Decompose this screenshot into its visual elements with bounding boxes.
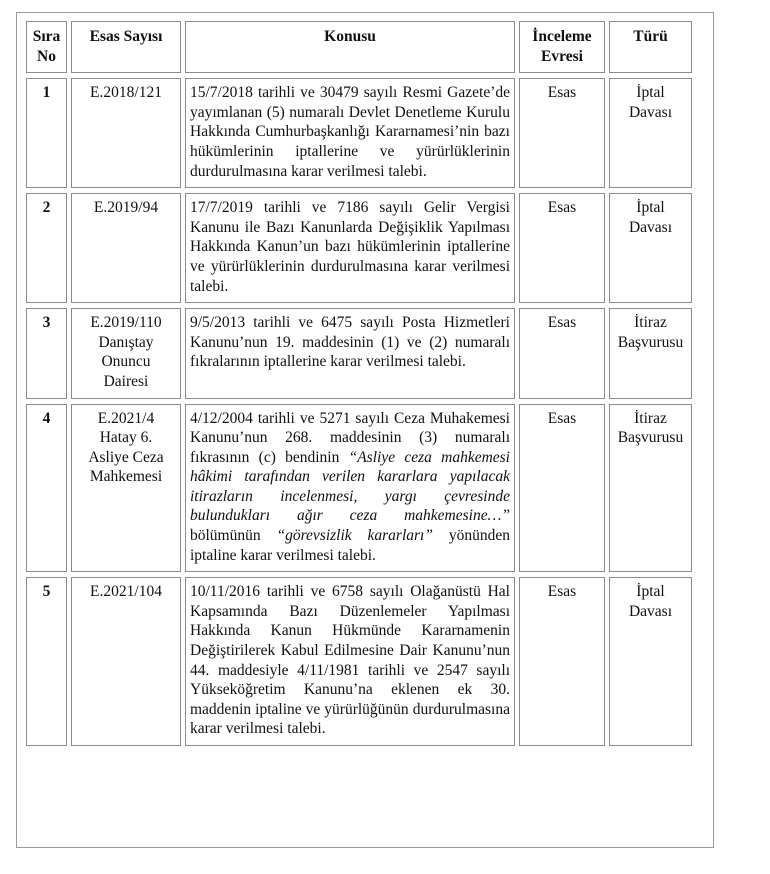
esas-line: Danıştay <box>98 333 154 351</box>
esas-line: E.2019/94 <box>93 199 159 217</box>
cell-inceleme-evresi: Esas <box>519 193 605 303</box>
esas-line: Onuncu <box>101 353 151 371</box>
header-sira-no: Sıra No <box>26 21 67 73</box>
cell-konusu <box>185 404 515 573</box>
header-inceleme-evresi: İnceleme Evresi <box>519 21 605 73</box>
table-row <box>26 404 692 573</box>
cell-konusu <box>185 193 515 303</box>
case-table <box>22 16 696 751</box>
cell-sira-no: 1 <box>26 78 67 188</box>
konu-quote: “görevsizlik kararları” <box>276 527 433 545</box>
esas-line: E.2021/104 <box>90 583 162 601</box>
cell-esas-sayisi <box>71 404 181 573</box>
esas-line: Dairesi <box>103 372 149 390</box>
table-row <box>26 308 692 398</box>
cell-sira-no: 3 <box>26 308 67 398</box>
tur-line: Davası <box>628 602 673 620</box>
table-row <box>26 193 692 303</box>
cell-inceleme-evresi: Esas <box>519 577 605 746</box>
cell-esas-sayisi <box>71 78 181 188</box>
esas-line: E.2021/4 <box>97 409 155 427</box>
cell-inceleme-evresi: Esas <box>519 308 605 398</box>
tur-line: İptal <box>636 84 665 102</box>
tur-line: Davası <box>628 218 673 236</box>
konu-text: 15/7/2018 tarihli ve 30479 sayılı Resmi Gazete’de yayımlanan (5) numaralı Devlet Denetleme Kurulu Hakkında Cumhurbaşkanlığı Kararnamesi’nin bazı hükümlerinin iptallerine ve yürürlüklerinin durdurulmasına karar verilmesi talebi. <box>190 84 510 180</box>
tur-line: İtiraz <box>634 314 667 332</box>
cell-inceleme-evresi: Esas <box>519 78 605 188</box>
cell-esas-sayisi <box>71 193 181 303</box>
esas-line: Mahkemesi <box>89 468 163 486</box>
tur-line: İptal <box>636 583 665 601</box>
esas-line: E.2019/110 <box>90 314 162 332</box>
esas-line: Asliye Ceza <box>88 448 164 466</box>
konu-text: 17/7/2019 tarihli ve 7186 sayılı Gelir Vergisi Kanunu ile Bazı Kanunlarda Değişiklik Yapılması Hakkında Kanun’un bazı hükümlerinin iptallerine ve yürürlüklerinin durdurulmasına karar verilmesi talebi. <box>190 199 510 295</box>
cell-turu <box>609 193 692 303</box>
cell-konusu <box>185 308 515 398</box>
esas-line: E.2018/121 <box>90 84 162 102</box>
table-row <box>26 78 692 188</box>
konu-text: bölümünün <box>190 527 277 545</box>
cell-konusu <box>185 577 515 746</box>
konu-text: 9/5/2013 tarihli ve 6475 sayılı Posta Hizmetleri Kanunu’nun 19. maddesinin (1) ve (2) numaralı fıkralarının iptallerine karar verilmesi talebi. <box>190 314 510 371</box>
cell-turu <box>609 577 692 746</box>
header-esas-sayisi: Esas Sayısı <box>71 21 181 73</box>
tur-line: Başvurusu <box>617 333 684 351</box>
cell-sira-no: 2 <box>26 193 67 303</box>
header-konusu: Konusu <box>185 21 515 73</box>
cell-konusu <box>185 78 515 188</box>
cell-sira-no: 4 <box>26 404 67 573</box>
konu-text: yönünden iptaline karar verilmesi talebi. <box>190 527 510 564</box>
cell-turu <box>609 404 692 573</box>
table-row <box>26 577 692 746</box>
cell-turu <box>609 78 692 188</box>
tur-line: Davası <box>628 103 673 121</box>
header-turu: Türü <box>609 21 692 73</box>
tur-line: İptal <box>636 199 665 217</box>
konu-text: 4/12/2004 tarihli ve 5271 sayılı Ceza Muhakemesi Kanunu’nun 268. maddesinin (3) numaralı fıkrasının (c) bendinin <box>190 409 510 466</box>
esas-line: Hatay 6. <box>99 429 153 447</box>
cell-esas-sayisi <box>71 308 181 398</box>
tur-line: İtiraz <box>634 409 667 427</box>
header-row <box>26 21 692 73</box>
cell-turu <box>609 308 692 398</box>
cell-sira-no: 5 <box>26 577 67 746</box>
cell-esas-sayisi <box>71 577 181 746</box>
tur-line: Başvurusu <box>617 429 684 447</box>
konu-quote: “Asliye ceza mahkemesi hâkimi tarafından verilen kararlara yapılacak itirazların incelenmesi, yargı çevresinde bulundukları ağır ceza mahkemesine…” <box>190 448 510 525</box>
konu-text: 10/11/2016 tarihli ve 6758 sayılı Olağanüstü Hal Kapsamında Bazı Düzenlemeler Yapılması Hakkında Kanun Hükmünde Kararnamenin Değiştirilerek Kabul Edilmesine Dair Kanunu’nun 44. maddesiyle 4/11/1981 tarihli ve 2547 sayılı Yükseköğretim Kanunu’na eklenen ek 30. maddenin iptaline ve yürürlüğünün durdurulmasına karar verilmesi talebi. <box>190 583 510 738</box>
cell-inceleme-evresi: Esas <box>519 404 605 573</box>
